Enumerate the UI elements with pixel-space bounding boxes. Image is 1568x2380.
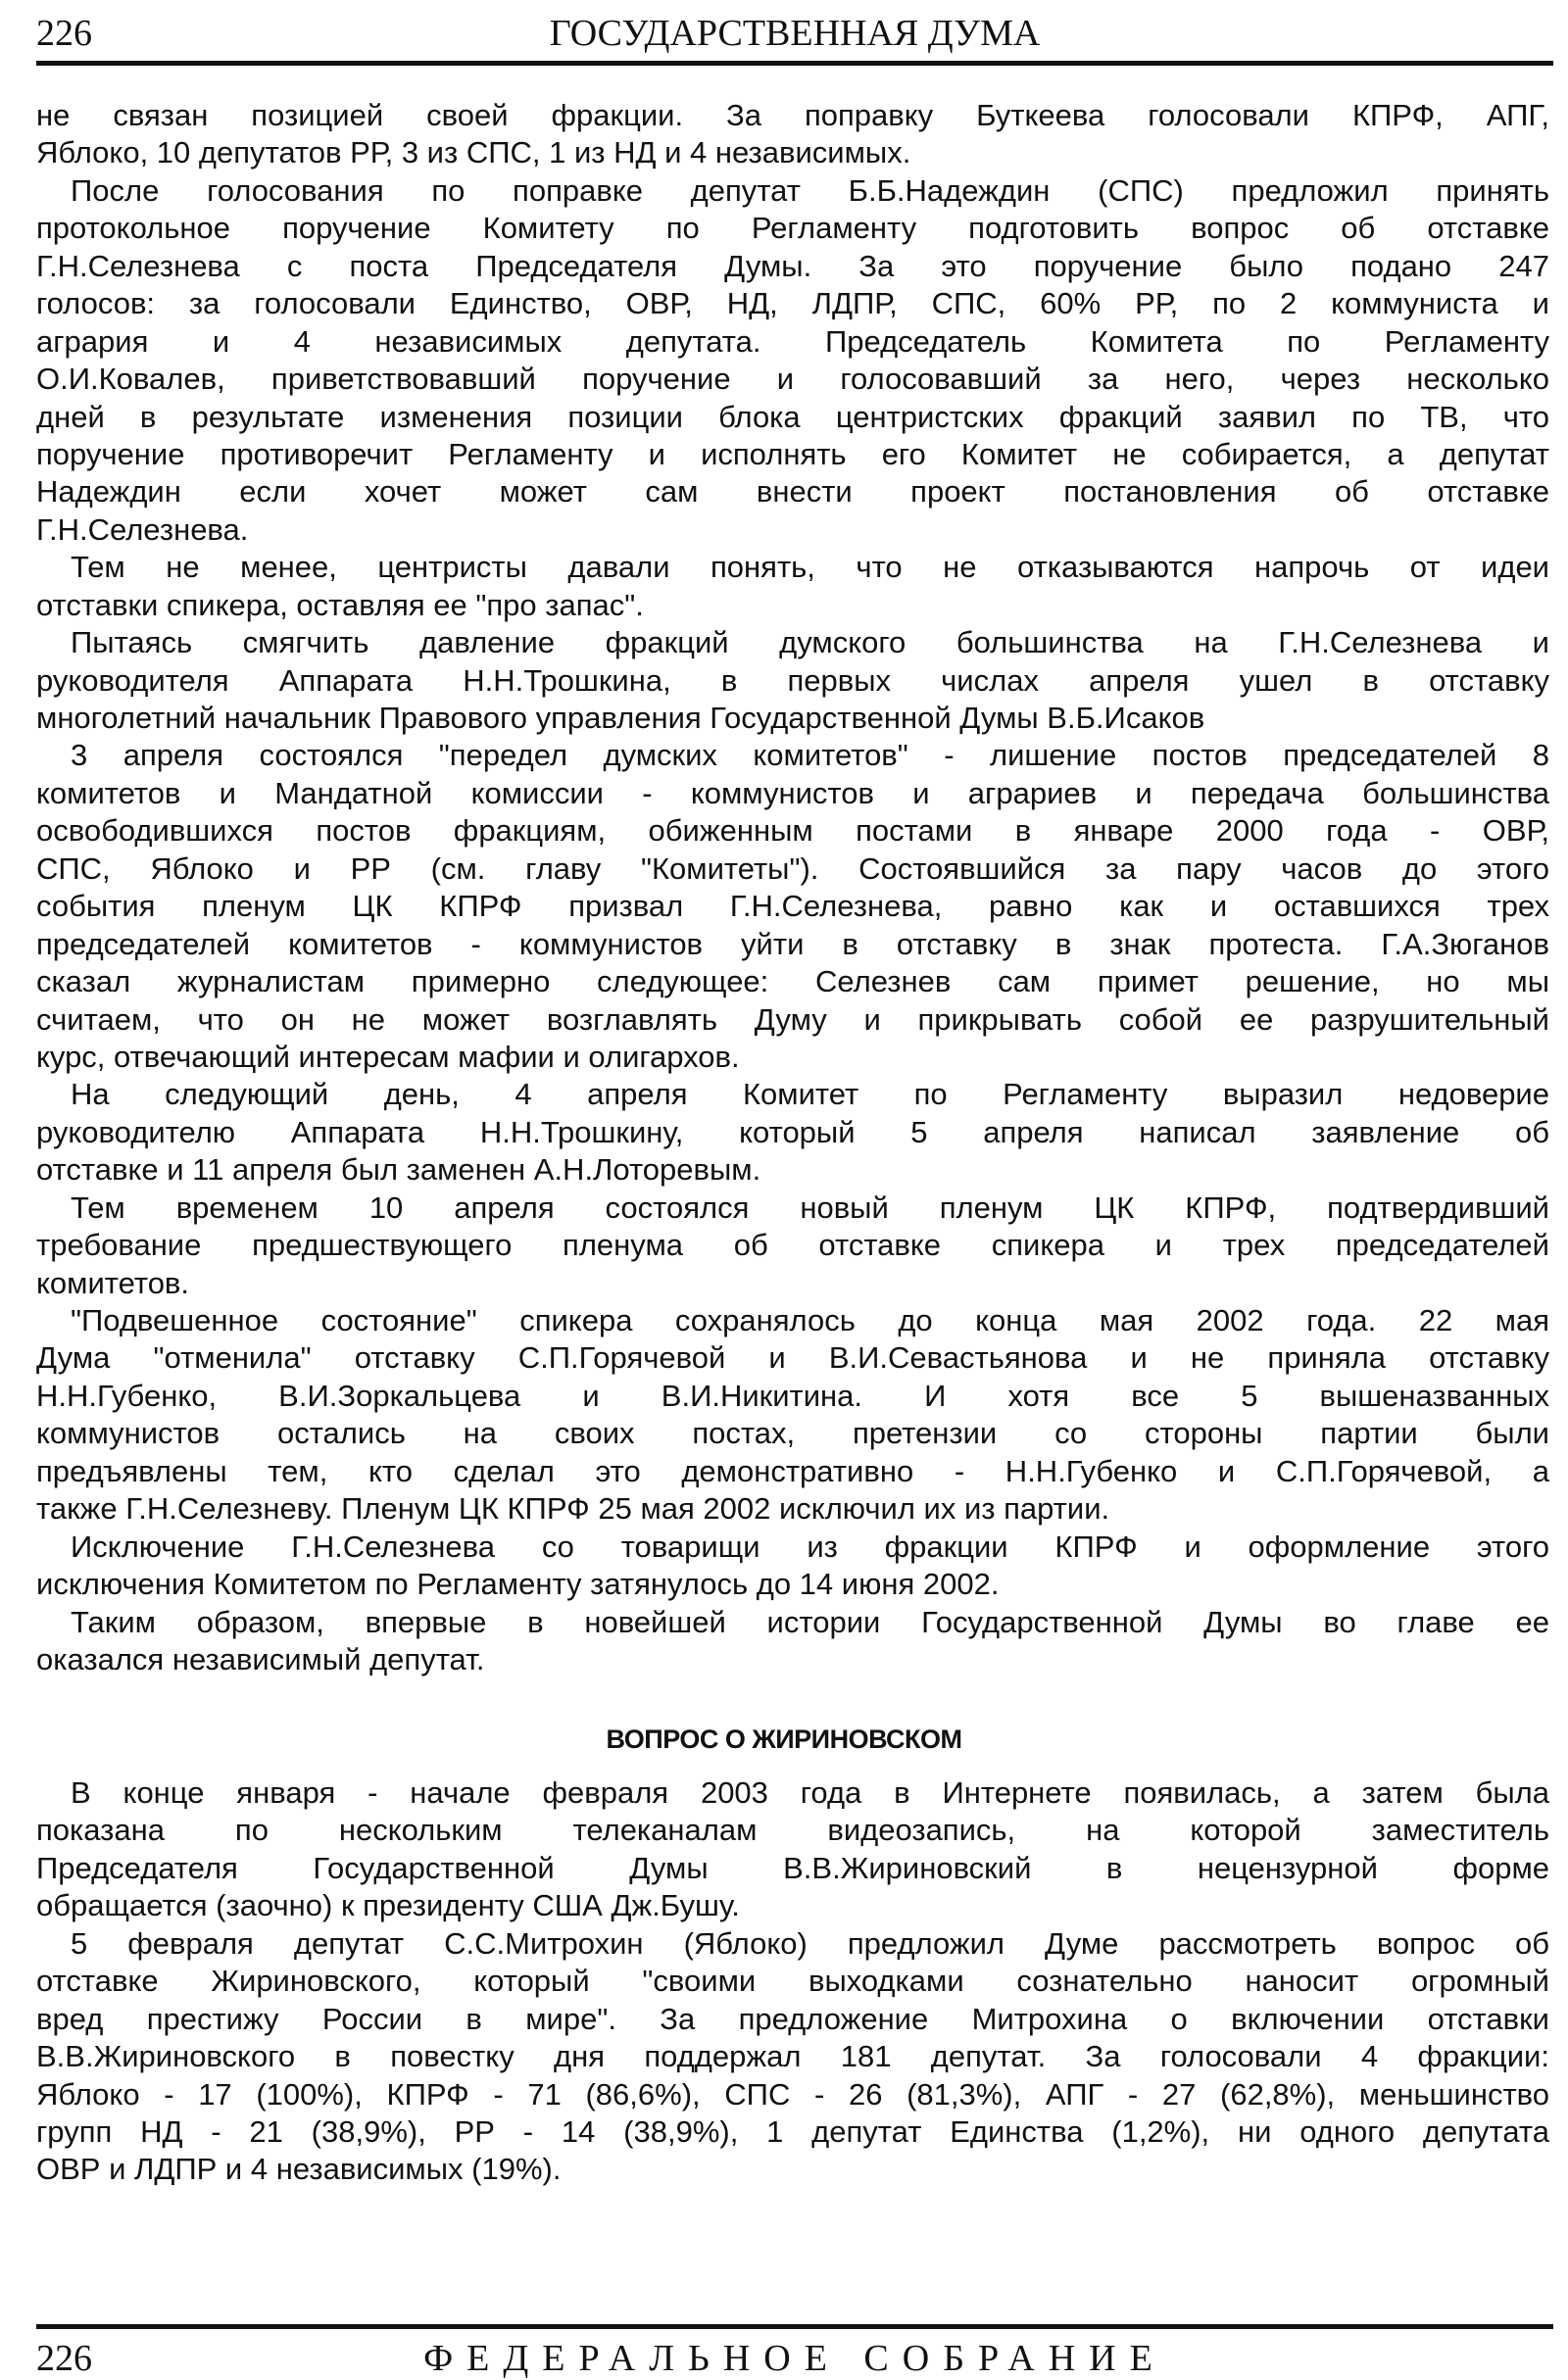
text-line: Тем временем 10 апреля состоялся новый пленум ЦК КПРФ, подтвердивший (71, 1190, 1549, 1225)
text-line: коммунистов остались на своих постах, претензии со стороны партии были (36, 1416, 1549, 1451)
header-page-number: 226 (36, 13, 92, 54)
paragraph (36, 1925, 1549, 2189)
paragraph (36, 549, 1549, 624)
text-line: вред престижу России в мире". За предложение Митрохина о включении отставки (36, 2001, 1549, 2036)
paragraph (36, 1302, 1549, 1529)
text-line: руководителя Аппарата Н.Н.Трошкина, в первых числах апреля ушел в отставку (36, 662, 1549, 698)
text-line: события пленум ЦК КПРФ призвал Г.Н.Селезнева, равно как и оставшихся трех (36, 889, 1549, 924)
paragraph (36, 1774, 1549, 1925)
paragraph (36, 1076, 1549, 1189)
text-line: также Г.Н.Селезневу. Пленум ЦК КПРФ 25 мая 2002 исключил их из партии. (36, 1491, 1110, 1527)
text-line: отставке и 11 апреля был заменен А.Н.Лоторевым. (36, 1152, 761, 1188)
paragraph (36, 172, 1549, 549)
section-2-body (36, 1774, 1549, 2189)
paragraph (36, 737, 1549, 1076)
section-heading: ВОПРОС О ЖИРИНОВСКОМ (606, 1724, 962, 1754)
text-line: Таким образом, впервые в новейшей истории Государственной Думы во главе ее (71, 1604, 1549, 1639)
text-line: комитетов. (36, 1265, 190, 1300)
text-line: предъявлены тем, кто сделал это демонстративно - Н.Н.Губенко и С.П.Горячевой, а (36, 1453, 1549, 1488)
text-line: комитетов и Мандатной комиссии - коммунистов и аграриев и передача большинства (36, 775, 1549, 810)
text-line: показана по нескольким телеканалам видеозапись, на которой заместитель (36, 1813, 1549, 1848)
text-line: курс, отвечающий интересам мафии и олигархов. (36, 1039, 740, 1074)
text-line: освободившихся постов фракциям, обиженным постами в январе 2000 года - ОВР, (36, 813, 1549, 849)
text-line: голосов: за голосовали Единство, ОВР, НД, ЛДПР, СПС, 60% РР, по 2 коммуниста и (36, 286, 1549, 321)
footer-title: ФЕДЕРАЛЬНОЕ СОБРАНИЕ (423, 2338, 1166, 2379)
text-line: 5 февраля депутат С.С.Митрохин (Яблоко) предложил Думе рассмотреть вопрос об (71, 1925, 1549, 1961)
text-line: исключения Комитетом по Регламенту затянулось до 14 июня 2002. (36, 1567, 1000, 1602)
text-line: отставке Жириновского, который "своими выходками сознательно наносит огромный (36, 1964, 1549, 1999)
footer-rule (36, 2324, 1553, 2329)
text-line: отставки спикера, оставляя ее "про запас". (36, 587, 644, 622)
text-line: групп НД - 21 (38,9%), РР - 14 (38,9%), 1 депутат Единства (1,2%), ни одного депутата (36, 2113, 1549, 2149)
paragraph (36, 1604, 1549, 1679)
text-line: На следующий день, 4 апреля Комитет по Регламенту выразил недоверие (71, 1077, 1549, 1112)
paragraph (36, 1190, 1549, 1302)
paragraph (36, 1529, 1549, 1604)
text-line: сказал журналистам примерно следующее: Селезнев сам примет решение, но мы (36, 964, 1549, 999)
text-line: Дума "отменила" отставку С.П.Горячевой и В.И.Севастьянова и не приняла отставку (36, 1340, 1549, 1376)
text-line: Г.Н.Селезнева с поста Председателя Думы. За это поручение было подано 247 (36, 248, 1549, 283)
running-header (36, 8, 1553, 59)
text-line: Н.Н.Губенко, В.И.Зоркальцева и В.И.Никитина. И хотя все 5 вышеназванных (36, 1378, 1549, 1413)
text-line: Яблоко - 17 (100%), КПРФ - 71 (86,6%), СПС - 26 (81,3%), АПГ - 27 (62,8%), меньшинство (36, 2076, 1549, 2112)
section-1-body (36, 97, 1549, 1678)
text-line: "Подвешенное состояние" спикера сохранялось до конца мая 2002 года. 22 мая (71, 1303, 1549, 1337)
text-line: руководителю Аппарата Н.Н.Трошкину, который 5 апреля написал заявление об (36, 1114, 1549, 1149)
text-line: требование предшествующего пленума об отставке спикера и трех председателей (36, 1228, 1549, 1263)
text-line: Яблоко, 10 депутатов РР, 3 из СПС, 1 из НД и 4 независимых. (36, 135, 911, 170)
text-line: СПС, Яблоко и РР (см. главу "Комитеты"). Состоявшийся за пару часов до этого (36, 850, 1549, 886)
text-line: многолетний начальник Правового управления Государственной Думы В.Б.Исаков (36, 701, 1205, 735)
header-title: ГОСУДАРСТВЕННАЯ ДУМА (549, 13, 1041, 54)
text-line: обращается (заочно) к президенту США Дж.Бушу. (36, 1888, 740, 1923)
text-line: председателей комитетов - коммунистов уйти в отставку в знак протеста. Г.А.Зюганов (36, 926, 1549, 961)
text-line: В.В.Жириновского в повестку дня поддержал 181 депутат. За голосовали 4 фракции: (36, 2039, 1549, 2074)
paragraph (36, 624, 1549, 737)
text-line: 3 апреля состоялся "передел думских комитетов" - лишение постов председателей 8 (71, 738, 1549, 773)
text-line: Исключение Г.Н.Селезнева со товарищи из фракции КПРФ и оформление этого (71, 1529, 1549, 1564)
text-line: агрария и 4 независимых депутата. Председатель Комитета по Регламенту (36, 323, 1549, 359)
text-line: оказался независимый депутат. (36, 1641, 485, 1676)
text-line: Председателя Государственной Думы В.В.Жириновский в нецензурной форме (36, 1850, 1549, 1885)
footer-page-number: 226 (36, 2338, 92, 2379)
text-line: Надеждин если хочет может сам внести проект постановления об отставке (36, 474, 1549, 510)
header-rule (36, 61, 1553, 66)
text-line: В конце января - начале февраля 2003 года в Интернете появилась, а затем была (71, 1775, 1549, 1810)
text-line: ОВР и ЛДПР и 4 независимых (19%). (36, 2152, 562, 2187)
text-line: О.И.Ковалев, приветствовавший поручение и голосовавший за него, через несколько (36, 362, 1549, 397)
text-line: считаем, что он не может возглавлять Думу и прикрывать собой ее разрушительный (36, 1001, 1549, 1037)
text-line: Г.Н.Селезнева. (36, 511, 249, 547)
paragraph (36, 97, 1549, 172)
text-line: протокольное поручение Комитету по Регламенту подготовить вопрос об отставке (36, 211, 1549, 246)
text-line: После голосования по поправке депутат Б.Б.Надеждин (СПС) предложил принять (71, 172, 1549, 208)
text-line: дней в результате изменения позиции блока центристских фракций заявил по ТВ, что (36, 399, 1549, 434)
text-line: Тем не менее, центристы давали понять, что не отказываются напрочь от идеи (71, 550, 1549, 585)
text-line: Пытаясь смягчить давление фракций думского большинства на Г.Н.Селезнева и (71, 625, 1549, 660)
text-line: поручение противоречит Регламенту и исполнять его Комитет не собирается, а депутат (36, 436, 1549, 471)
text-line: не связан позицией своей фракции. За поправку Буткеева голосовали КПРФ, АПГ, (36, 98, 1549, 132)
